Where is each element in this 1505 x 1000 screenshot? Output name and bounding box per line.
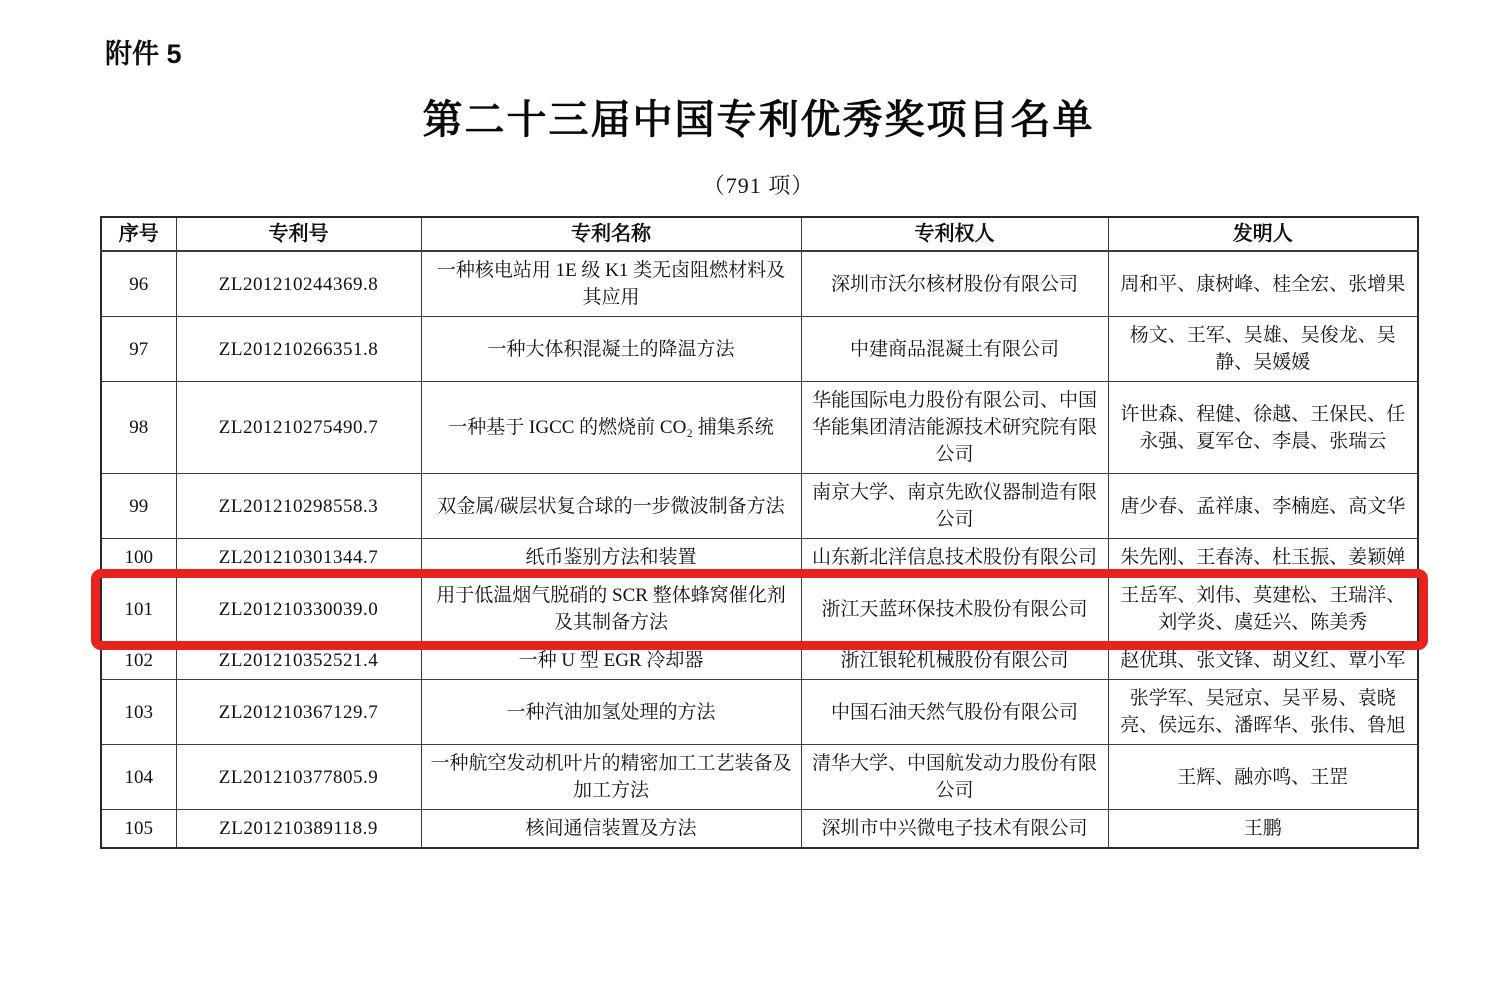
cell-patent-name: 双金属/碳层状复合球的一步微波制备方法 [421, 474, 801, 539]
header-serial-number: 序号 [101, 217, 176, 251]
attachment-label: 附件 5 [105, 39, 182, 69]
cell-patent-name: 一种基于 IGCC 的燃烧前 CO₂ 捕集系统 [421, 382, 801, 474]
cell-patent-number: ZL201210301344.7 [176, 539, 421, 577]
table-row [101, 474, 1418, 539]
cell-patent-owner: 浙江银轮机械股份有限公司 [801, 642, 1108, 680]
header-patent-owner: 专利权人 [801, 217, 1108, 251]
cell-patent-owner: 山东新北洋信息技术股份有限公司 [801, 539, 1108, 577]
cell-patent-name: 纸币鉴别方法和装置 [421, 539, 801, 577]
cell-patent-name: 一种航空发动机叶片的精密加工工艺装备及加工方法 [421, 745, 801, 810]
cell-patent-owner: 深圳市沃尔核材股份有限公司 [801, 251, 1108, 317]
cell-serial-number: 103 [101, 680, 176, 745]
cell-patent-name: 一种核电站用 1E 级 K1 类无卤阻燃材料及其应用 [421, 251, 801, 317]
cell-inventors: 杨文、王军、吴雄、吴俊龙、吴静、吴媛媛 [1108, 317, 1418, 382]
table-row [101, 642, 1418, 680]
cell-inventors: 许世森、程健、徐越、王保民、任永强、夏军仓、李晨、张瑞云 [1108, 382, 1418, 474]
document-content [100, 0, 1417, 849]
table-header-row [101, 217, 1418, 251]
table-row [101, 680, 1418, 745]
cell-serial-number: 105 [101, 810, 176, 849]
cell-patent-number: ZL201210266351.8 [176, 317, 421, 382]
table-row [101, 577, 1418, 642]
cell-serial-number: 96 [101, 251, 176, 317]
cell-inventors: 王鹏 [1108, 810, 1418, 849]
cell-inventors: 周和平、康树峰、桂全宏、张增果 [1108, 251, 1418, 317]
cell-patent-name: 一种大体积混凝土的降温方法 [421, 317, 801, 382]
item-count: （791 项） [702, 173, 815, 198]
cell-patent-owner: 中国石油天然气股份有限公司 [801, 680, 1108, 745]
cell-serial-number: 101 [101, 577, 176, 642]
cell-inventors: 王辉、融亦鸣、王罡 [1108, 745, 1418, 810]
header-patent-name: 专利名称 [421, 217, 801, 251]
table-row [101, 317, 1418, 382]
cell-inventors: 赵优琪、张文锋、胡义红、覃小军 [1108, 642, 1418, 680]
cell-patent-owner: 浙江天蓝环保技术股份有限公司 [801, 577, 1108, 642]
table-row [101, 539, 1418, 577]
cell-serial-number: 104 [101, 745, 176, 810]
header-inventors: 发明人 [1108, 217, 1418, 251]
cell-serial-number: 102 [101, 642, 176, 680]
table-row [101, 251, 1418, 317]
cell-patent-owner: 中建商品混凝土有限公司 [801, 317, 1108, 382]
cell-serial-number: 98 [101, 382, 176, 474]
cell-inventors: 王岳军、刘伟、莫建松、王瑞洋、刘学炎、虞廷兴、陈美秀 [1108, 577, 1418, 642]
cell-inventors: 张学军、吴冠京、吴平易、袁晓亮、侯远东、潘晖华、张伟、鲁旭 [1108, 680, 1418, 745]
header-patent-number: 专利号 [176, 217, 421, 251]
cell-patent-name: 一种汽油加氢处理的方法 [421, 680, 801, 745]
cell-serial-number: 99 [101, 474, 176, 539]
table-row [101, 810, 1418, 849]
cell-patent-number: ZL201210298558.3 [176, 474, 421, 539]
cell-patent-number: ZL201210244369.8 [176, 251, 421, 317]
cell-patent-number: ZL201210367129.7 [176, 680, 421, 745]
cell-inventors: 朱先刚、王春涛、杜玉振、姜颖婵 [1108, 539, 1418, 577]
cell-patent-owner: 深圳市中兴微电子技术有限公司 [801, 810, 1108, 849]
table-row [101, 745, 1418, 810]
cell-patent-number: ZL201210275490.7 [176, 382, 421, 474]
cell-patent-name: 一种 U 型 EGR 冷却器 [421, 642, 801, 680]
cell-inventors: 唐少春、孟祥康、李楠庭、高文华 [1108, 474, 1418, 539]
cell-serial-number: 97 [101, 317, 176, 382]
patent-table [100, 216, 1419, 849]
cell-serial-number: 100 [101, 539, 176, 577]
cell-patent-owner: 清华大学、中国航发动力股份有限公司 [801, 745, 1108, 810]
cell-patent-name: 用于低温烟气脱硝的 SCR 整体蜂窝催化剂及其制备方法 [421, 577, 801, 642]
cell-patent-owner: 华能国际电力股份有限公司、中国华能集团清洁能源技术研究院有限公司 [801, 382, 1108, 474]
table-row [101, 382, 1418, 474]
page-title: 第二十三届中国专利优秀奖项目名单 [422, 98, 1095, 142]
cell-patent-number: ZL201210389118.9 [176, 810, 421, 849]
cell-patent-number: ZL201210330039.0 [176, 577, 421, 642]
cell-patent-name: 核间通信装置及方法 [421, 810, 801, 849]
cell-patent-number: ZL201210377805.9 [176, 745, 421, 810]
cell-patent-owner: 南京大学、南京先欧仪器制造有限公司 [801, 474, 1108, 539]
cell-patent-number: ZL201210352521.4 [176, 642, 421, 680]
